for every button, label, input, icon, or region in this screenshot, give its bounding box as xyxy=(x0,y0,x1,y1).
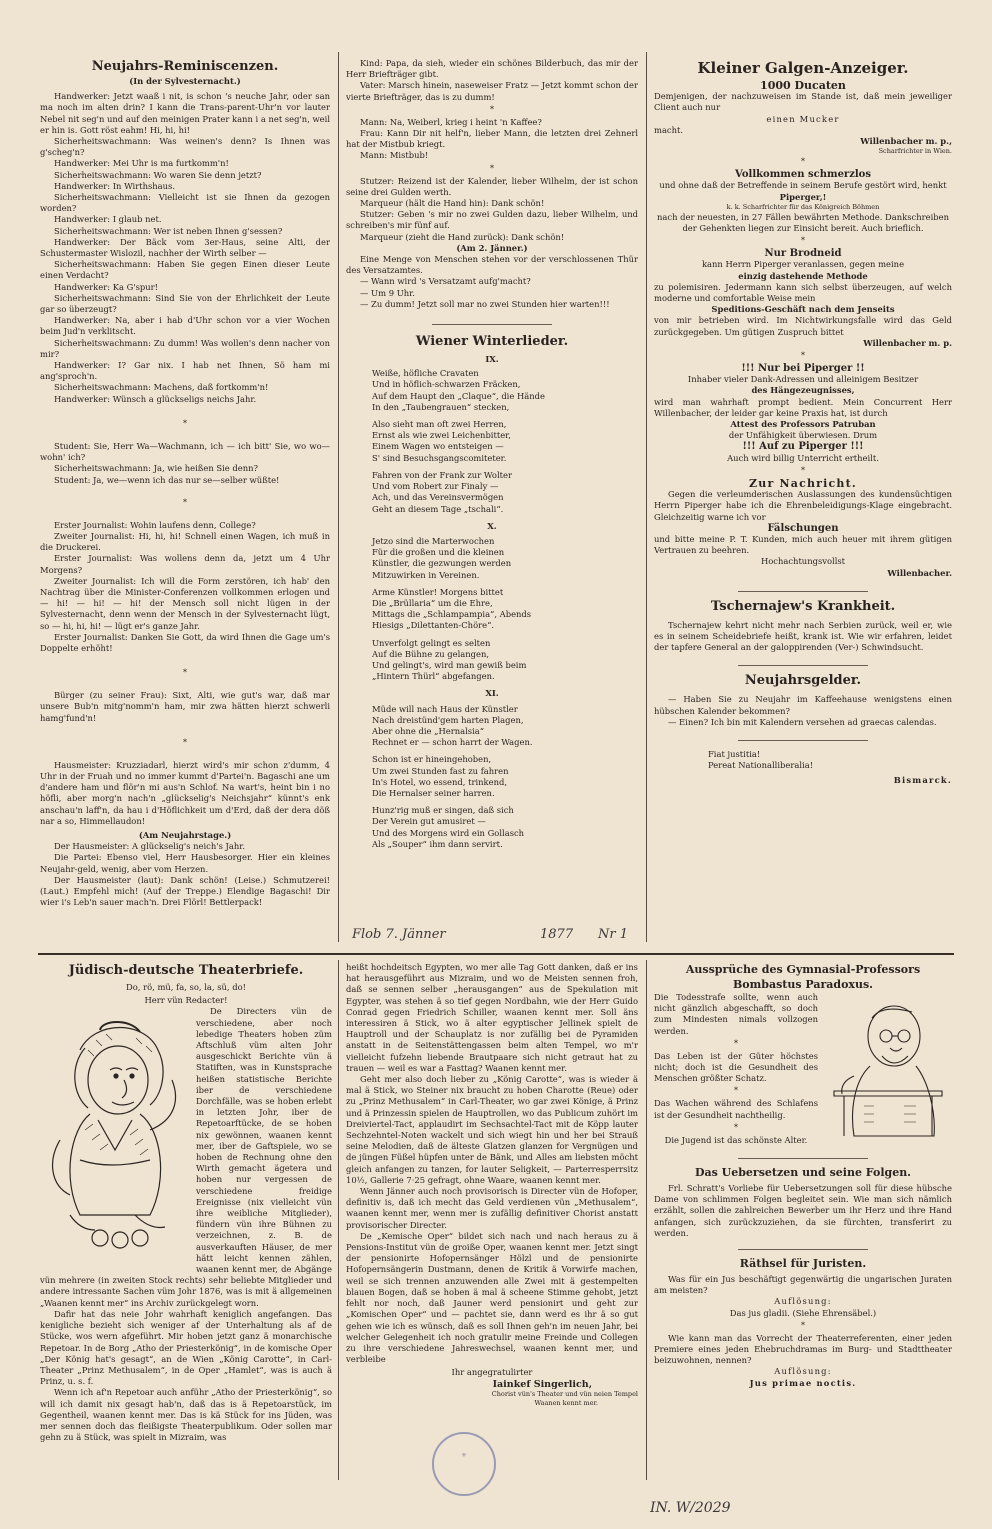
dialog-line: Sicherheitswachmann: Ja, wie heißen Sie denn? xyxy=(54,463,259,474)
verse-number: XI. xyxy=(485,688,499,699)
dialog-line: Sicherheitswachmann: Haben Sie gegen Einen dieser Leute einen Verdacht? xyxy=(40,259,330,281)
dialog-line: Handwerker: In Wirthshaus. xyxy=(54,180,176,191)
article-subtitle: Do, rö, mü, fa, so, la, sü, do! xyxy=(126,982,246,992)
ad-heading: 1000 Ducaten xyxy=(760,79,846,92)
article-title: Kleiner Galgen-Anzeiger. xyxy=(697,59,909,77)
poem-line: Der Verein gut amusiret — xyxy=(372,816,486,827)
poem-line: Die „Brüllaria“ um die Ehre, xyxy=(372,597,493,608)
scene-heading: (Am 2. Jänner.) xyxy=(456,242,528,253)
section-star: * xyxy=(734,1086,738,1096)
verse-number: IX. xyxy=(485,354,499,365)
article-text: Dafir hat das neie Johr wahrhaft keniglich angefangen. Das kenigliche bezieht sich weniger af der Unterhaltung als af de Stücke, wos wern afgeführt. Mir hoben jetzt ganz ä monarchische Repetoar. In de Borg „Atho der Priesterkönig“, in de komische Oper „Der König hat's gesagt“, an de Wien „König Carotte“, in Carl-Theater „Prinz Methusalem“, in de Oper „Hamlet“, was is auch ä Prinz, u. s. f. xyxy=(40,1308,332,1387)
article-text: Wenn Jänner auch noch provisorisch is Directer vün de Hofoper, definitiv is, daß ich mecht das Geld verdienen vün „Methusalem“, waanen kennt mer, wenn mer is zufällig definitiver Chorist anstatt provisorischer Directer. xyxy=(346,1186,638,1230)
dialog-line: Handwerker: I? Gar nix. I hab net Ihnen, Sö ham mi ang'sproch'n. xyxy=(40,360,330,382)
article-text: — Haben Sie zu Neujahr im Kaffeehause wenigstens einen hübschen Kalender bekommen? xyxy=(654,694,952,716)
section-divider xyxy=(38,953,954,955)
column-winterlieder xyxy=(346,58,638,938)
caricature-illustration xyxy=(40,1010,190,1260)
poem-line: Und vom Robert zur Finaly — xyxy=(372,481,499,492)
dialog-line: Der Hausmeister: A glückselig's neich's Jahr. xyxy=(54,841,246,852)
article-text: — Einen? Ich bin mit Kalendern versehen ad graecas calendas. xyxy=(668,716,937,727)
article-title: Neujahrs-Reminiscenzen. xyxy=(91,59,279,74)
ad-text: Gegen die verleumderischen Auslassungen des kundensüchtigen Herrn Piperger habe ich die Ehrenbeleidigungs-Klage eingebracht. Gleichzeitig warne ich vor xyxy=(654,489,952,522)
dialog-line: Erster Journalist: Danken Sie Gott, da wird Ihnen die Gage um's Doppelte erhöht! xyxy=(40,631,330,653)
article-signature: Bismarck. xyxy=(893,775,952,786)
ad-signature: Willenbacher. xyxy=(887,567,952,578)
dialog-line: Erster Journalist: Was wollens denn da, jetzt um 4 Uhr Morgens? xyxy=(40,553,330,575)
quote-text: Das Wachen während des Schlafens ist der Gesundheit nachtheilig. xyxy=(654,1098,818,1120)
article-text: Wenn ich af'n Repetoar auch anführ „Atho der Priesterkönig“, so will ich damit nix gesagt hab'n, daß das is ä Repetoarstück, im Gegentheil, waanen kennt mer. Das is kä Stück for ins Jüden, was mer sennen doch das fleißigste Theaterpublikum. Oder sollen mar gehn zu ä Stück, was spielt in Mizraim, was xyxy=(40,1387,332,1443)
caricature-drawing xyxy=(40,1010,190,1260)
article-text: Pereat Nationalliberalia! xyxy=(708,760,814,771)
section-star: * xyxy=(801,465,805,475)
dialog-line: Handwerker: Jetzt waaß i nit, is schon 's neuche Jahr, oder san ma noch im alten drin? I kann die Trans-parent-Uhr'n vor lauter Nebel nit seg'n und auf den meinigen Prater kann i a net seg'n, weil er hin is. Gott röst eahm! Hi, hi, hi! xyxy=(40,91,330,135)
article-title: Aussprüche des Gymnasial-Professors Bombastus Paradoxus. xyxy=(685,963,921,991)
ad-heading: Vollkommen schmerzlos xyxy=(735,169,871,181)
poem-line: Und gelingt's, wird man gewiß beim xyxy=(372,659,527,670)
article-title: Tschernajew's Krankheit. xyxy=(710,598,896,614)
dialog-line: Sicherheitswachmann: Wo waren Sie denn jetzt? xyxy=(54,169,262,180)
riddle-answer: Jus primae noctis. xyxy=(749,1377,857,1388)
article-text: heißt hochdeitsch Egypten, wo mer alle Tag Gott danken, daß er ins hat herausgeführt aus Mizraim, und wo de Meisten sennen froh, daß se sennen selber „herausgangen“ aus de Spekulation mit Egypter, was stehen ä so tief gegen Nordbahn, wie der Herr Guido Conrad gegen Friedrich Schiller, waanen kennt mer. Soll äns interessiren ä Stick, wo ä alter egyptischer Jellinek spielt de Hauptroll und der Schauplatz is nor zufällig bei de Pyramiden anstatt in de Seitenstättengassen beim alten Tempel, wo m'r vielleicht fufzehn liebende Brautpaare sich nicht getraut hat zu trauen — weil es war a Fasttag? Waanen kennt mer. xyxy=(346,962,638,1073)
article-text: Fiat justitia! xyxy=(708,748,761,759)
dialog-line: Mann: Na, Weiberl, krieg i heint 'n Kaffee? xyxy=(360,116,542,127)
article-text: Frl. Schratt's Vorliebe für Uebersetzungen soll für diese hübsche Dame von schlimmen Folgen begleitet sein. Wie man sich nämlich erzählt, sollen die zahlreichen Bewerber um ihr Herz und ihre Hand anfangen, sich zurückzuziehen, da sie fürchten, transferirt zu werden. xyxy=(654,1183,952,1238)
article-salutation: Herr vün Redacter! xyxy=(144,995,228,1006)
poem-line: Weiße, höfliche Cravaten xyxy=(372,368,479,379)
dialog-line: Sicherheitswachmann: Wer ist neben Ihnen g'sessen? xyxy=(54,225,283,236)
ad-text: Speditions-Geschäft nach dem Jenseits xyxy=(711,304,895,315)
dialog-line: Zweiter Journalist: Hi, hi, hi! Schnell einen Wagen, ich muß in die Druckerei. xyxy=(40,530,330,553)
dialog-line: Student: Ja, we—wenn ich das nur se—selber wüßte! xyxy=(54,474,280,485)
poem-line: Schon ist er hineingehoben, xyxy=(372,754,492,765)
poem-ix xyxy=(346,368,638,514)
professor-drawing xyxy=(824,996,952,1146)
article-subtitle: (In der Sylvesternacht.) xyxy=(129,76,241,86)
section-star: * xyxy=(801,236,805,246)
dialog-line: — Wann wird 's Versatzamt aufg'macht? xyxy=(360,276,531,287)
dialog-line: Handwerker: I glaub net. xyxy=(54,214,162,225)
ad-text: k. k. Scharfrichter für das Königreich Böhmen xyxy=(726,202,880,211)
dialog-line: Kind: Papa, da sieh, wieder ein schönes Bilderbuch, das mir der Herr Briefträger gibt. xyxy=(346,58,638,80)
section-star: * xyxy=(490,104,494,114)
dialog-line: Mann: Mistbub! xyxy=(360,150,429,161)
ad-text: einen Mucker xyxy=(766,113,840,124)
poem-line: Hunz'rig muß er singen, daß sich xyxy=(372,805,514,816)
column-rule xyxy=(338,52,339,942)
ad-text: Auch wird billig Unterricht ertheilt. xyxy=(727,452,879,463)
poem-line: Einem Wagen wo entsteigen — xyxy=(372,441,504,452)
poem-line: Nach dreistünd'gem harten Plagen, xyxy=(372,714,524,725)
dialog-line: Marqueur (zieht die Hand zurück): Dank schön! xyxy=(360,231,565,242)
poem-line: Mittags die „Schlampampia“, Abends xyxy=(372,609,532,620)
dialog-line: — Zu dumm! Jetzt soll mar no zwei Stunden hier warten!!! xyxy=(360,298,610,309)
dialog-line: Hausmeister: Kruzziadarl, hierzt wird's mir schon z'dumm, 4 Uhr in der Fruah und no immer kummt d'Partei'n. Bagaschi ane um d'andere ham und flör'n mi aus'n Schlof. Na wart's, heint bin i no höfli, aber morg'n nach'n „glückselig's Neichsjahr“ künnt's enk anschau'n laff'n, da hau i d'Höflichkeit um d'Erd, daß der dera döß nar a so, Himmellaudon! xyxy=(40,759,330,826)
dialog-line: Handwerker: Wünsch a glückseligs neichs Jahr. xyxy=(54,393,257,404)
poem-line: „Hintern Thürl“ abgefangen. xyxy=(372,671,495,682)
ad-text: des Hängezeugnisses, xyxy=(751,385,855,396)
dialog-line: Vater: Marsch hinein, naseweiser Fratz — Jetzt kommt schon der vierte Briefträger, das is zu dumm! xyxy=(346,80,638,102)
riddle-question: Wie kann man das Vorrecht der Theaterreferenten, einer jeden Premiere eines jeden Ehebruchdramas im Burg- und Stadttheater beizuwohnen, nennen? xyxy=(654,1332,952,1366)
dialog-line: Der Hausmeister (laut): Dank schön! (Leise.) Schmutzerei! (Laut.) Empfehl mich! (Auf der Treppe.) Elendige Bagaschi! Dir wier i's Leb'n sauer mach'n. Drei Flörl! Bettlerpack! xyxy=(40,874,330,908)
column-aussprueche xyxy=(654,962,952,1482)
poem-line: Mitzuwirken in Vereinen. xyxy=(372,569,480,580)
letter-signature-title: Chorist vün's Theater und vün neien Tempel xyxy=(491,1389,638,1398)
poem-line: In den „Taubengrauen“ stecken, xyxy=(372,401,510,412)
ad-text: einzig dastehende Methode xyxy=(738,270,868,281)
ad-text: macht. xyxy=(654,124,684,135)
poem-line: Als „Souper“ ihm dann servirt. xyxy=(372,838,503,849)
column-theaterbriefe xyxy=(40,962,332,1482)
ad-text: und ohne daß der Betreffende in seinem Berufe gestört wird, henkt xyxy=(659,180,947,191)
dialog-line: Student: Sie, Herr Wa—Wachmann, ich — ich bitt' Sie, wo wo—wohn' ich? xyxy=(40,440,330,463)
poem-line: Und in höflich-schwarzen Fräcken, xyxy=(372,379,521,390)
dialog-line: Eine Menge von Menschen stehen vor der verschlossenen Thür des Versatzamtes. xyxy=(346,254,638,276)
ad-heading: Piperger,! xyxy=(779,191,827,202)
section-star: * xyxy=(183,497,187,507)
riddle-question: Was für ein Jus beschäftigt gegenwärtig die ungarischen Juraten am meisten? xyxy=(654,1274,952,1296)
dialog-line: Frau: Kann Dir nit helf'n, lieber Mann, die letzten drei Zehnerl hat der Mistbub kriegt. xyxy=(346,128,638,150)
handwritten-number: Nr 1 xyxy=(598,927,628,942)
ad-text: wird man wahrhaft prompt bedient. Mein Concurrent Herr Willenbacher, der leider gar keine Praxis hat, ist durch xyxy=(654,396,952,418)
ad-text: zu polemisiren. Jedermann kann sich selbst überzeugen, auf welch moderne und comfortable Weise mein xyxy=(654,281,952,304)
article-title: Neujahrsgelder. xyxy=(744,673,862,689)
quote-text: Das Leben ist der Güter höchstes nicht; doch ist die Gesundheit des Menschen größter Schatz. xyxy=(654,1050,818,1084)
column-rule xyxy=(646,52,647,942)
poem-line: Ach, und das Vereinsvermögen xyxy=(372,492,504,503)
dialog-line: Marqueur (hält die Hand hin): Dank schön! xyxy=(360,198,545,209)
section-star: * xyxy=(734,1122,738,1132)
poem-line: Unverfolgt gelingt es selten xyxy=(372,637,491,648)
poem-x xyxy=(346,536,638,682)
dialog-line: Sicherheitswachmann: Zu dumm! Was wollen's denn nacher von mir? xyxy=(40,337,330,359)
riddle-label: Auflösung: xyxy=(774,1296,832,1307)
section-star: * xyxy=(801,351,805,361)
library-stamp: ⚜ xyxy=(432,1432,496,1496)
dialog-line: Bürger (zu seiner Frau): Sixt, Alti, wie gut's war, daß mar unsere Bub'n mitg'nomm'n ham, mir zwa hätten hierzt schwerli hamg'fund'n! xyxy=(40,690,330,723)
dialog-line: Erster Journalist: Wohin laufens denn, College? xyxy=(54,519,256,530)
column-theaterbriefe-continued xyxy=(346,962,638,1482)
article-title: Räthsel für Juristen. xyxy=(739,1257,867,1271)
article-text: Tschernajew kehrt nicht mehr nach Serbien zurück, weil er, wie es in seinem Scheidebriefe heißt, krank ist. Wie wir erfahren, leidet der tapfere General an der galoppirenden (Ver-) Schwindsucht. xyxy=(654,619,952,653)
column-neujahrs xyxy=(40,58,330,946)
poem-line: Müde will nach Haus der Künstler xyxy=(372,703,518,714)
section-star: * xyxy=(183,668,187,678)
dialog-line: Stutzer: Geben 's mir no zwei Gulden dazu, lieber Wilhelm, und schreiben's mir fünf auf. xyxy=(346,209,638,231)
handwritten-year: 1877 xyxy=(540,927,574,942)
poem-line: Um zwei Stunden fast zu fahren xyxy=(372,765,509,776)
article-title: Jüdisch-deutsche Theaterbriefe. xyxy=(68,963,304,978)
scene-heading: (Am Neujahrstage.) xyxy=(138,829,232,840)
verse-number: X. xyxy=(487,520,497,531)
dialog-line: Die Partei: Ebenso viel, Herr Hausbesorger. Hier ein kleines Neujahr-geld, wenig, aber vom Herzen. xyxy=(40,852,330,874)
section-star: * xyxy=(490,163,494,173)
poem-line: S' sind Besuchsgangscomiteter. xyxy=(372,452,507,463)
poem-line: Aber ohne die „Hernalsia“ xyxy=(372,725,485,736)
article-text: De Directers vün de verschiedene, aber noch lebedige Theaters hoben züm Aftschluß vüm alten Johr ausgeschickt Berichte vün ä Statiften, was in Kunstsprache heißen statistische Berichte iber de verschiedene Dorchfälle, was se hoben erlebt in letzten Johr, iber de Repetoarftücke, de se hoben nix gewönnen, waanen kennt mer, iber de Gaftspiele, wo se hoben de Rechnung ohne den Wirth gemacht ägetera und hoben nur vergessen de verschiedene freidige Ereignisse (nix vielleicht vün ihre weibliche Mitglieder), fündern vün ihre Bühnen zu verzeichnen, z. B. de ausverkauften Häuser, de mer hätt leicht kennen zählen, waanen kennt mer, de Abgänge vün mehrere (in zweiten Stock rechts) sehr beliebte Mitglieder und andere intressante Sachen vüm Johr 1876, was is mit ä allgemeinen „Waanen kennt mer“ ins Archiv zurückgelegt worn. xyxy=(40,1006,332,1308)
letter-signature-title: Waanen kennt mer. xyxy=(534,1398,598,1407)
section-star: * xyxy=(734,1038,738,1048)
dialog-line: Handwerker: Der Bäck vom 3er-Haus, seine Alti, der Schustermaster Wislozil, nachher der Wirth selber — xyxy=(40,236,330,259)
ad-heading: Zur Nachricht. xyxy=(749,476,857,490)
poem-line: In's Hotel, wo essend, trinkend, xyxy=(372,776,507,787)
poem-line: Auf dem Haupt den „Claque“, die Hände xyxy=(372,390,545,401)
poem-line: Auf die Bühne zu gelangen, xyxy=(372,648,490,659)
professor-illustration xyxy=(824,996,952,1146)
ad-signature: Willenbacher m. p., xyxy=(860,136,952,147)
column-rule xyxy=(338,960,339,1480)
dialog-line: Handwerker: Ka G'spur! xyxy=(54,281,159,292)
handwritten-shelfmark: IN. W/2029 xyxy=(650,1500,731,1516)
ad-signature: Willenbacher m. p. xyxy=(863,337,952,348)
letter-signature: Iainkef Singerlich, xyxy=(492,1378,592,1390)
poem-line: Also sieht man oft zwei Herren, xyxy=(372,419,507,430)
ad-text: Inhaber vieler Dank-Adressen und alleinigem Besitzer xyxy=(687,374,919,385)
poem-xi xyxy=(346,704,638,850)
ad-heading: !!! Auf zu Piperger !!! xyxy=(742,441,864,453)
ad-text: der Unfähigkeit überwiesen. Drum xyxy=(728,430,878,441)
ad-text: von mir betrieben wird. Im Nichtwirkungsfalle wird das Geld zurückgegeben. Um gütigen Zuspruch bittet xyxy=(654,315,952,337)
ad-text: Hochachtungsvollst xyxy=(760,556,846,567)
poem-line: Künstler, die gezwungen werden xyxy=(372,558,512,569)
ad-text: kann Herrn Piperger veranlassen, gegen meine xyxy=(701,259,905,270)
section-star: * xyxy=(801,157,805,167)
dialog-line: Stutzer: Reizend ist der Kalender, lieber Wilhelm, der ist schon seine drei Gulden werth. xyxy=(346,175,638,197)
poem-line: Und des Morgens wird ein Gollasch xyxy=(372,827,525,838)
section-star: * xyxy=(183,737,187,747)
poem-line: Ernst als wie zwei Leichenbitter, xyxy=(372,430,511,441)
poem-line: Geht an diesem Tage „tschali“. xyxy=(372,503,504,514)
poem-line: Jetzo sind die Marterwochen xyxy=(372,535,495,546)
ad-heading: !!! Nur bei Piperger !! xyxy=(741,363,865,375)
ad-text: Attest des Professors Patruban xyxy=(730,419,876,430)
ad-text: Demjenigen, der nachzuweisen im Stande ist, daß mein jeweiliger Client auch nur xyxy=(654,91,952,113)
ad-heading: Nur Brodneid xyxy=(764,248,842,260)
ad-text: nach der neuesten, in 27 Fällen bewährten Methode. Dankschreiben der Gehenkten liegen zur Einsicht bereit. Auch brieflich. xyxy=(657,211,949,234)
dialog-line: Handwerker: Na, aber i hab d'Uhr schon vor a vier Wochen beim Jud'n verklitscht. xyxy=(40,315,330,337)
dialog-line: Zweiter Journalist: Ich will die Form zerstören, ich hab' den Nachtrag über die Minister-Conferenzen vollkommen erlogen und — hi! — hi! — hi! der Mensch soll nicht lügen in der Sylvesternacht, denn wenn der Mensch in der Sylvesternacht lügt, so — hi, hi, hi! — lügt er's ganze Jahr. xyxy=(40,575,330,631)
letter-closing: Ihr angegratulirter xyxy=(451,1367,533,1378)
ad-signature: Scharfrichter in Wien. xyxy=(878,147,952,156)
quote-text: Die Todesstrafe sollte, wenn auch nicht gänzlich abgeschafft, so doch zum Mindesten nimals vollzogen werden. xyxy=(654,992,818,1036)
column-galgen-anzeiger xyxy=(654,58,952,938)
section-star: * xyxy=(183,418,187,428)
dialog-line: Handwerker: Mei Uhr is ma furtkomm'n! xyxy=(54,158,229,169)
ad-heading: Fälschungen xyxy=(767,522,839,534)
dialog-line: Sicherheitswachmann: Vielleicht ist sie Ihnen da gezogen worden? xyxy=(40,192,330,214)
poem-line: Für die großen und die kleinen xyxy=(372,547,505,558)
section-star: * xyxy=(801,1320,805,1330)
riddle-answer: Das jus gladii. (Siehe Ehrensäbel.) xyxy=(729,1307,877,1318)
dialog-line: Sicherheitswachmann: Was weinen's denn? Is Ihnen was g'scheg'n? xyxy=(40,136,330,158)
ad-text: und bitte meine P. T. Kunden, mich auch heuer mit ihrem gütigen Vertrauen zu beehren. xyxy=(654,533,952,556)
quote-text: Die Jugend ist das schönste Alter. xyxy=(664,1134,808,1145)
article-title: Wiener Winterlieder. xyxy=(415,334,569,350)
dialog-line: Sicherheitswachmann: Machens, daß fortkomm'n! xyxy=(54,382,269,393)
article-text: Geht mer also doch lieber zu „König Carotte“, was is wieder ä mal ä Stick, wo Steiner nix braucht zu hoben Charotte (Reue) oder zu „Prinz Methusalem“ in Carl-Theater, wo gar zwei Könige, ä Prinz und ä Prinzessin spielen de Hauptrollen, wo das Publicum zuhört im Dreiviertel-Tact, applaudirt im Sechsachtel-Tact mit de Köpp lauter Sechzehntel-Noten wackelt und sich wiegt hin und her bei Strauß seine Melodien, daß de älteste Glatzen glanzen for Vergnügen und de jüngen Füßel hüpfen unter de Bänk, und Alles am liebsten möcht gleich anfangen zu tanzen, for lauter Seligkeit, — Parterresperrsitz 10½, Gallerie 7·25 gefragt, ohne Waare, waanen kennt mer. xyxy=(346,1074,638,1185)
poem-line: Die Hernalser seiner harren. xyxy=(372,787,495,798)
poem-line: Arme Künstler! Morgens bittet xyxy=(372,586,504,597)
handwritten-date: Flob 7. Jänner xyxy=(352,927,446,942)
poem-line: Fahren von der Frank zur Wolter xyxy=(372,469,512,480)
column-rule xyxy=(646,960,647,1480)
dialog-line: Sicherheitswachmann: Sind Sie von der Ehrlichkeit der Leute gar so überzeugt? xyxy=(40,292,330,315)
poem-line: Hiesigs „Dilettanten-Chöre“. xyxy=(372,620,495,631)
article-title: Das Uebersetzen und seine Folgen. xyxy=(694,1166,912,1179)
article-text: De „Kemische Oper“ bildet sich nach und nach heraus zu ä Pensions-Institut vün de groiße Oper, waanen kennt mer. Jetzt singt der pensionirte Hofopernsänger Hölzl und de pensionirte Hofopernsängerin Dustmann, denen de Kritik ä Vorwirfe machen, weil se sich trennen anzuwenden alle Zwei mit ä gestempelten blauen Bogen, daß se hoben ä mal ä scheene Stimme gehobt, jetzt fehlt nor noch, daß Jauner werd pensionirt und geht zur „Komischen Oper“ und — pachtet sie, dann werd es ihr ä so gut gehen wie ich es wünsch, daß es soll Ihnen geh'n im neuen Jahr, bei welcher Gelegenheit ich noch gratulir meine Freinde und Collegen zu ihre verschiedene Jahreswechsel, waanen kennt mer, und verbleibe xyxy=(346,1230,638,1365)
riddle-label: Auflösung: xyxy=(774,1366,832,1377)
poem-line: Rechnet er — schon harrt der Wagen. xyxy=(372,737,533,748)
dialog-line: — Um 9 Uhr. xyxy=(360,287,415,298)
